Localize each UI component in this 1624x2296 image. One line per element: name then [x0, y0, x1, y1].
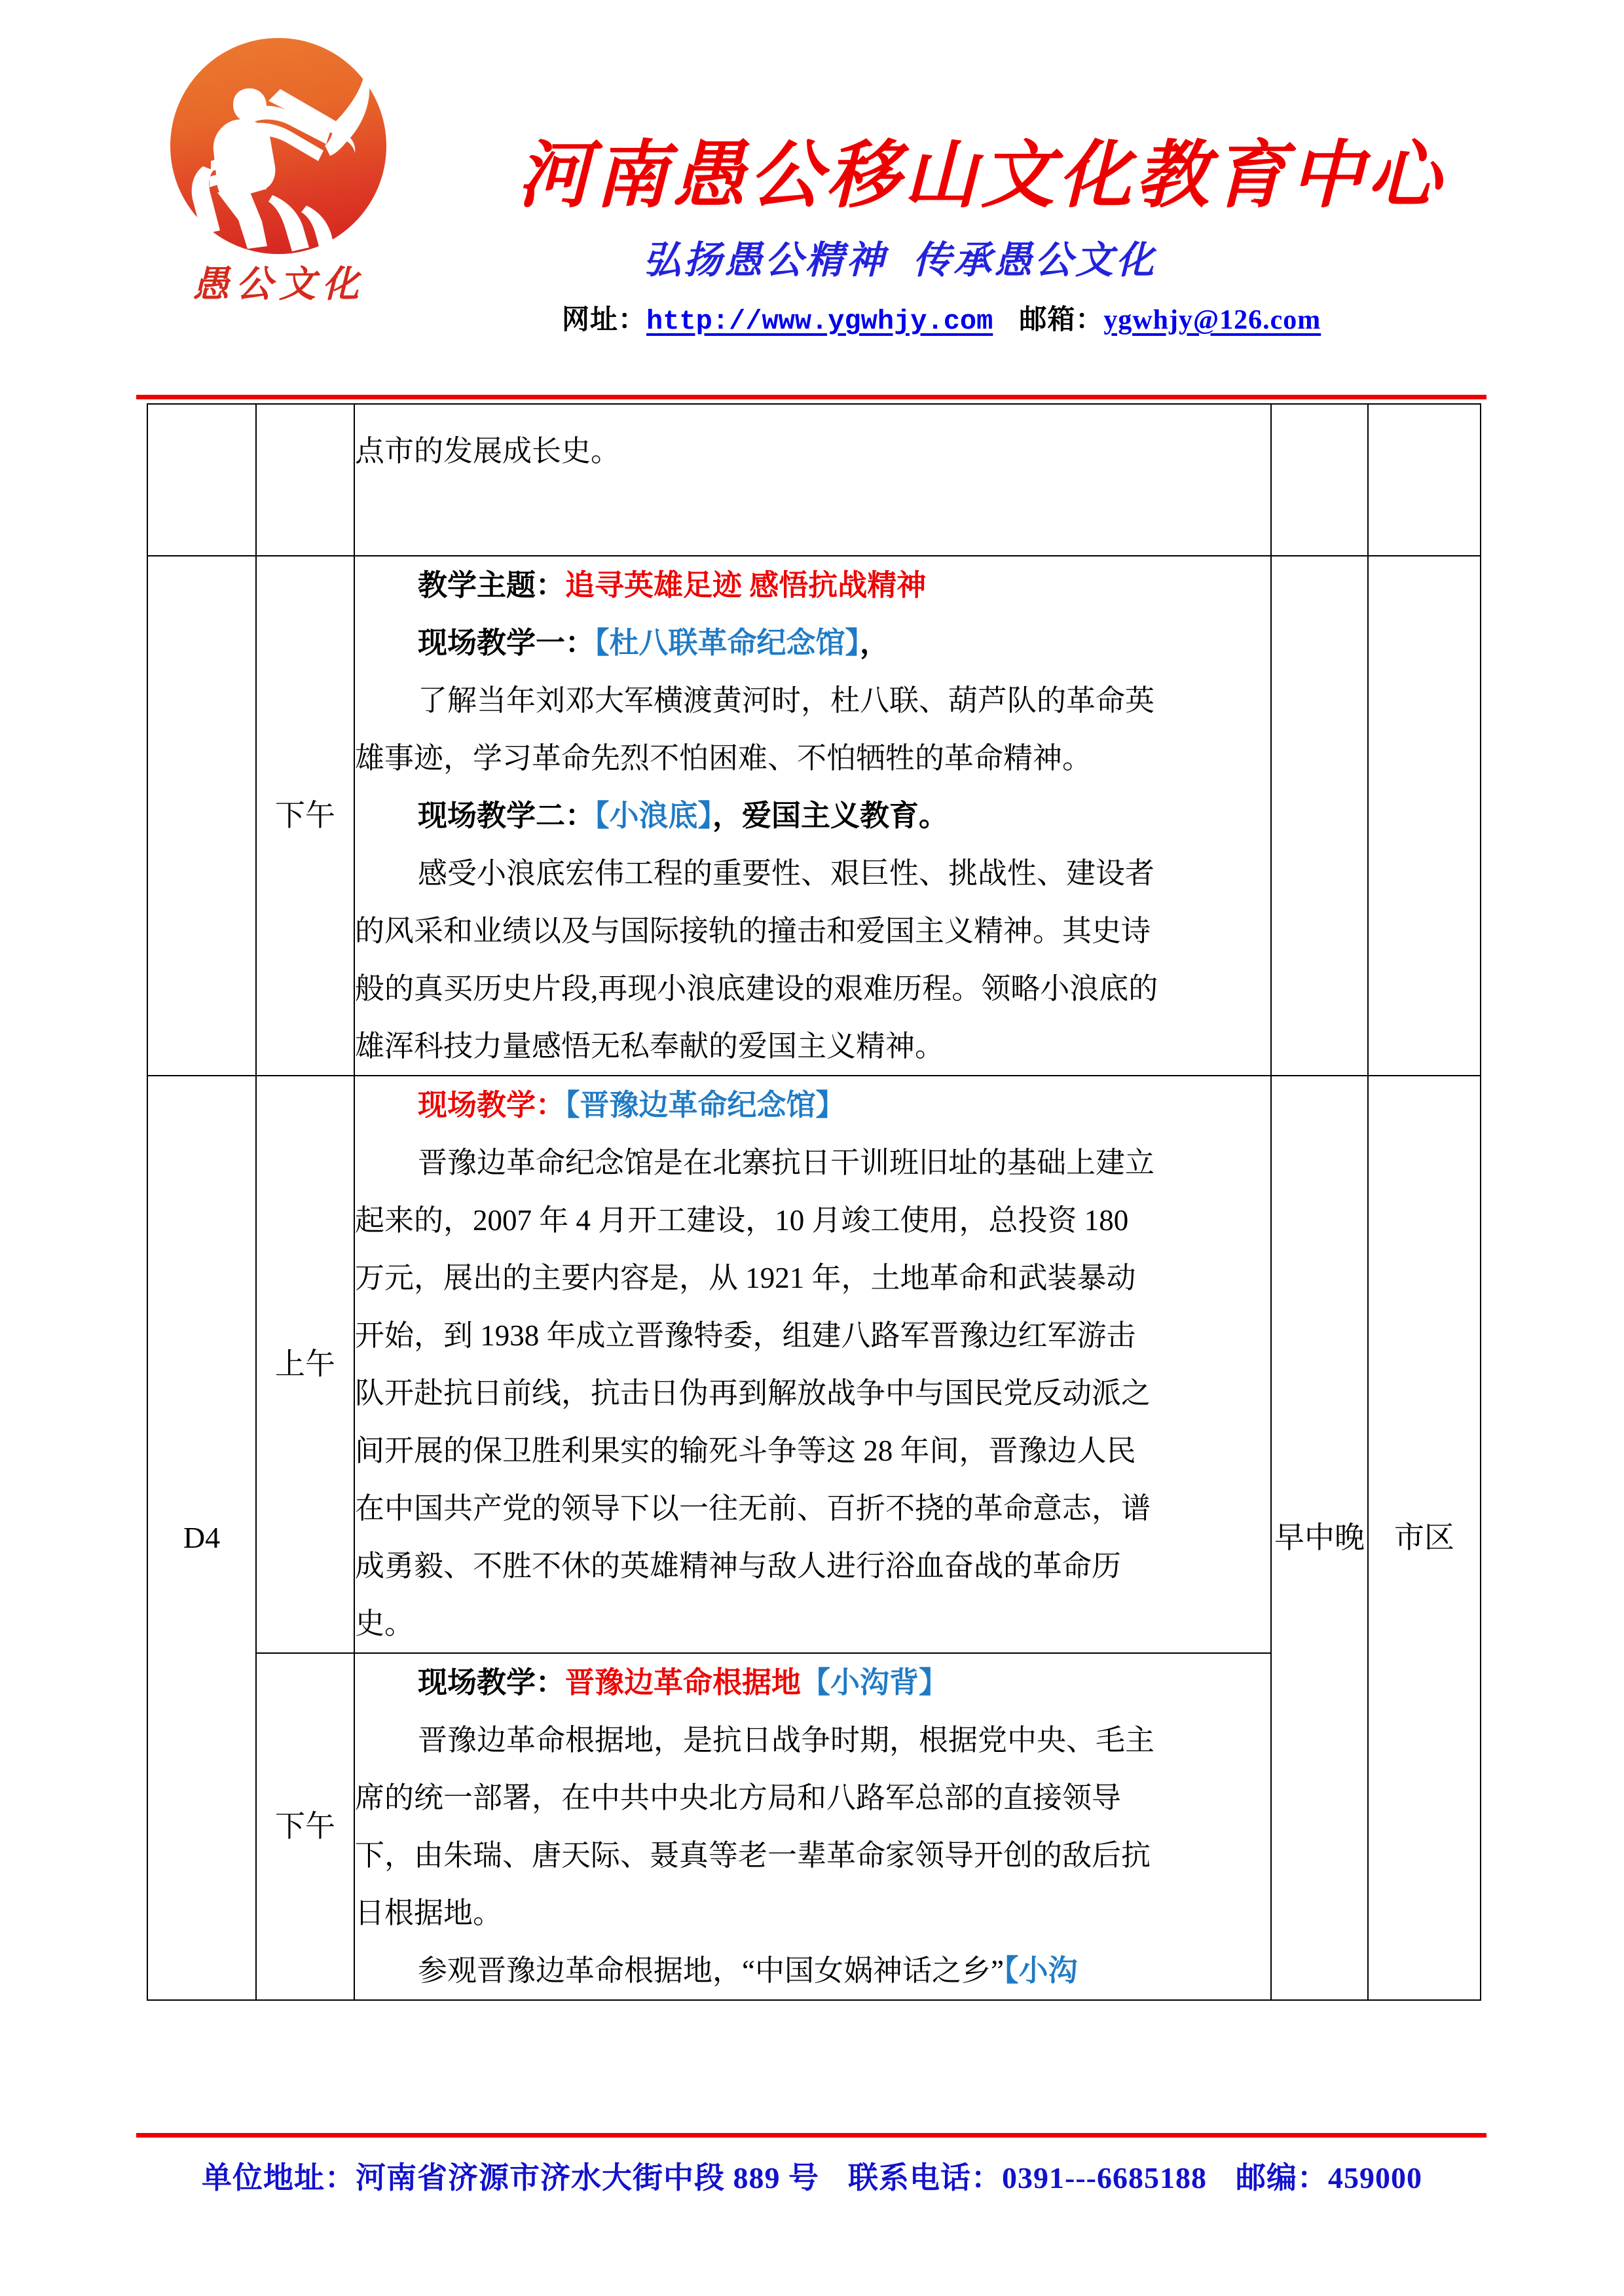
text-segment: 现场教学一： [418, 627, 595, 659]
content-block-3 [355, 1654, 1270, 1999]
organization-contact [562, 298, 1321, 337]
content-block-2 [355, 1076, 1270, 1652]
content-line [355, 1307, 1270, 1364]
content-cell [354, 1076, 1271, 1653]
content-line [355, 1595, 1270, 1652]
content-line [355, 1711, 1270, 1769]
content-line [355, 845, 1270, 902]
content-line [355, 1769, 1270, 1827]
blank-line [355, 480, 1270, 538]
address-label: 单位地址： [202, 2161, 356, 2195]
text-segment: ，爱国主义教育。 [712, 799, 949, 832]
content-line [355, 422, 1270, 480]
content-cell [354, 556, 1271, 1076]
table-row [147, 404, 1481, 556]
content-line [355, 787, 1270, 845]
itinerary-table [147, 403, 1481, 2001]
content-line [355, 1017, 1270, 1075]
header-divider-rule [136, 395, 1486, 399]
area-cell: 市区 [1368, 1076, 1481, 2000]
content-line [355, 1249, 1270, 1307]
website-label: 网址： [562, 305, 647, 335]
text-segment-highlight: 【小沟 [1003, 1954, 1078, 1987]
page-header [0, 0, 1624, 367]
text-segment: 感受小浪底宏伟工程的重要性、艰巨性、挑战性、建设者 [418, 857, 1155, 890]
slogan-left: 弘扬愚公精神 [643, 239, 887, 282]
address-value: 河南省济源市济水大街中段 889 号 [356, 2161, 820, 2195]
content-line [355, 1537, 1270, 1595]
footer-divider-rule [136, 2133, 1486, 2138]
text-segment: 队开赴抗日前线，抗击日伪再到解放战争中与国民党反动派之 [355, 1377, 1151, 1410]
table-row [147, 556, 1481, 1076]
organization-slogan [643, 229, 1156, 284]
text-segment: 雄事迹，学习革命先烈不怕困难、不怕牺牲的革命精神。 [355, 742, 1092, 774]
content-line [355, 1192, 1270, 1249]
text-segment: 席的统一部署，在中共中央北方局和八路军总部的直接领导 [355, 1781, 1122, 1814]
text-segment: 起来的，2007 年 4 月开工建设，10 月竣工使用，总投资 180 [355, 1204, 1129, 1237]
phone-value: 0391---6685188 [1002, 2161, 1207, 2195]
slogan-right: 传承愚公文化 [913, 239, 1157, 282]
text-segment: 的风采和业绩以及与国际接轨的撞击和爱国主义精神。其史诗 [355, 915, 1151, 947]
email-label: 邮箱： [1019, 305, 1104, 335]
meal-cell [1271, 404, 1368, 556]
zip-label: 邮编： [1235, 2161, 1328, 2195]
organization-title: 河南愚公移山文化教育中心 [517, 136, 1445, 217]
text-segment: 在中国共产党的领导下以一往无前、百折不挠的革命意志，谱 [355, 1492, 1151, 1525]
content-line [355, 672, 1270, 729]
website-link[interactable]: http://www.ygwhjy.com [646, 306, 993, 337]
day-cell [147, 404, 256, 556]
content-cell [354, 1653, 1271, 2000]
content-line [355, 1654, 1270, 1711]
text-segment-highlight: 现场教学： [418, 1089, 566, 1121]
text-segment-highlight: 追寻英雄足迹 感悟抗战精神 [565, 569, 927, 602]
phone-label: 联系电话： [848, 2161, 1003, 2195]
text-segment: 般的真买历史片段,再现小浪底建设的艰难历程。领略小浪底的 [355, 972, 1158, 1005]
area-cell [1368, 556, 1481, 1076]
meal-cell: 早中晚 [1271, 1076, 1368, 2000]
content-line [355, 1480, 1270, 1537]
text-segment: 现场教学二： [418, 799, 595, 832]
page-footer [0, 2154, 1624, 2197]
part-cell: 下午 [256, 1653, 354, 2000]
logo-caption: 愚公文化 [193, 264, 365, 305]
day-cell [147, 556, 256, 1076]
yugong-mountain-mover-logo-icon [170, 38, 386, 254]
text-segment: 雄浑科技力量感悟无私奉献的爱国主义精神。 [355, 1030, 945, 1063]
text-segment-highlight: 晋豫边革命根据地 [565, 1666, 802, 1699]
text-segment: 开始，到 1938 年成立晋豫特委，组建八路军晋豫边红军游击 [355, 1319, 1136, 1352]
content-line [355, 1884, 1270, 1942]
area-cell [1368, 404, 1481, 556]
content-block-1 [355, 556, 1270, 1075]
email-link[interactable]: ygwhjy@126.com [1103, 305, 1321, 335]
text-segment: 万元，展出的主要内容是，从 1921 年，土地革命和武装暴动 [355, 1262, 1136, 1294]
content-line [355, 1076, 1270, 1134]
meal-cell [1271, 556, 1368, 1076]
day-cell-d4: D4 [147, 1076, 256, 2000]
logo [143, 38, 405, 346]
text-segment: 史。 [355, 1607, 415, 1640]
text-segment-highlight: 【杜八联革命纪念馆】 [595, 627, 860, 659]
text-segment-highlight: 【小沟背】 [801, 1666, 949, 1699]
table-row [147, 1076, 1481, 1653]
text-segment-highlight: 【晋豫边革命纪念馆】 [565, 1089, 845, 1121]
content-line [355, 556, 1270, 614]
text-segment: 点市的发展成长史。 [355, 435, 621, 467]
part-cell: 下午 [256, 556, 354, 1076]
content-line [355, 902, 1270, 960]
text-segment: 成勇毅、不胜不休的英雄精神与敌人进行浴血奋战的革命历 [355, 1550, 1122, 1582]
content-cell [354, 404, 1271, 556]
content-line [355, 1942, 1270, 1999]
content-line [355, 960, 1270, 1017]
content-line [355, 729, 1270, 787]
text-segment: 日根据地。 [355, 1897, 503, 1929]
text-segment-highlight: 【小浪底】 [595, 799, 713, 832]
content-line [355, 1364, 1270, 1422]
content-block-0 [355, 422, 1270, 538]
part-cell: 上午 [256, 1076, 354, 1653]
content-line [355, 614, 1270, 672]
text-segment: 晋豫边革命纪念馆是在北寨抗日干训班旧址的基础上建立 [418, 1146, 1155, 1179]
zip-value: 459000 [1327, 2161, 1422, 2195]
text-segment: 晋豫边革命根据地，是抗日战争时期，根据党中央、毛主 [418, 1724, 1155, 1757]
text-segment: 现场教学： [418, 1666, 566, 1699]
text-segment: 参观晋豫边革命根据地，“中国女娲神话之乡” [418, 1954, 1004, 1987]
content-line [355, 1422, 1270, 1480]
text-segment: 间开展的保卫胜利果实的输死斗争等这 28 年间，晋豫边人民 [355, 1434, 1136, 1467]
text-segment: 教学主题： [418, 569, 566, 602]
content-line [355, 1827, 1270, 1884]
part-cell [256, 404, 354, 556]
text-segment: 了解当年刘邓大军横渡黄河时，杜八联、葫芦队的革命英 [418, 684, 1155, 717]
text-segment: ， [860, 627, 890, 659]
text-segment: 下，由朱瑞、唐天际、聂真等老一辈革命家领导开创的敌后抗 [355, 1839, 1151, 1872]
content-line [355, 1134, 1270, 1192]
